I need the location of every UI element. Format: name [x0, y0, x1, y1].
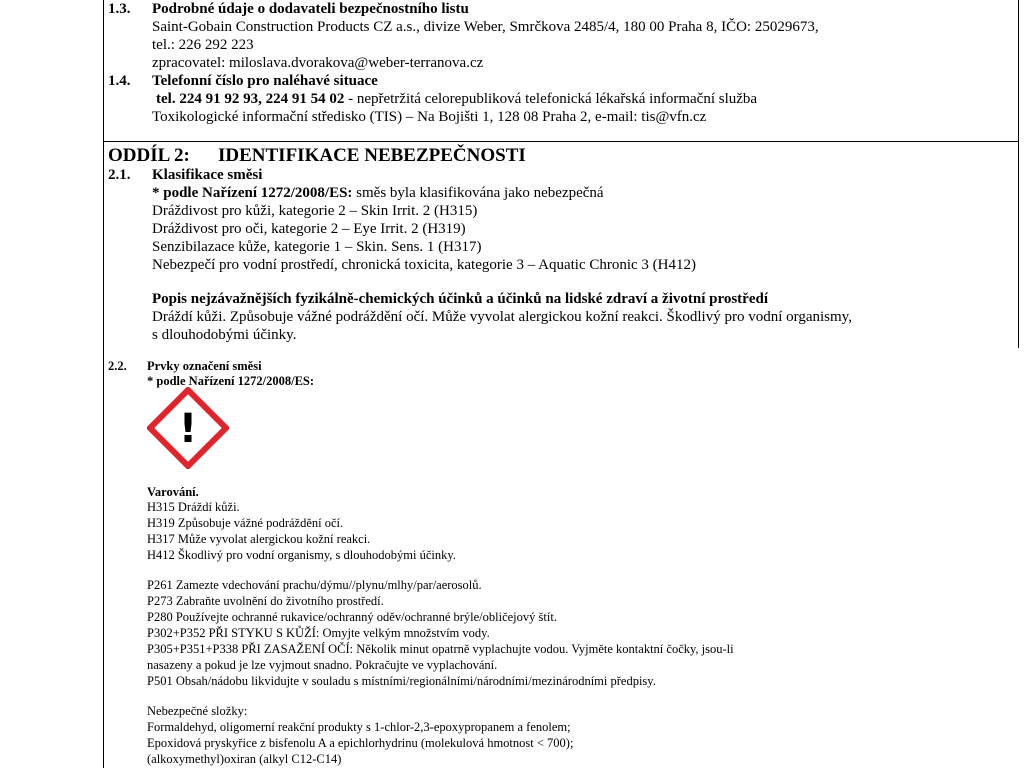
section-title-1-3: Podrobné údaje o dodavateli bezpečnostního listu: [152, 1, 469, 17]
regulation-ref: * podle Nařízení 1272/2008/ES:: [152, 185, 353, 201]
emergency-phones: tel. 224 91 92 93, 224 91 54 02: [156, 91, 345, 107]
classification-regulation: [152, 184, 604, 202]
p-statement: P273 Zabraňte uvolnění do životního prostředí.: [147, 594, 384, 608]
section-number-2-2: 2.2.: [108, 359, 127, 373]
emergency-phones-desc: - nepřetržitá celorepubliková telefonická lékařská informační služba: [344, 91, 758, 107]
p-statement: nasazeny a pokud je lze vyjmout snadno. Pokračujte ve vyplachování.: [147, 658, 498, 672]
section-title-2-2: Prvky označení směsi: [147, 359, 262, 373]
classification-item: Dráždivost pro oči, kategorie 2 – Eye Irrit. 2 (H319): [152, 221, 466, 237]
effects-line: Dráždí kůži. Způsobuje vážné podráždění očí. Může vyvolat alergickou kožní reakci. Škodlivý pro vodní organismy,: [152, 309, 852, 325]
component-item: Epoxidová pryskyřice z bisfenolu A a epichlorhydrinu (molekulová hmotnost < 700);: [147, 736, 574, 750]
section-2-heading-number: ODDÍL 2:: [108, 145, 190, 166]
effects-line: s dlouhodobými účinky.: [152, 327, 297, 343]
ghs-exclamation-pictogram: [147, 387, 229, 469]
p-statement: P280 Používejte ochranné rukavice/ochranný oděv/ochranné brýle/obličejový štít.: [147, 610, 557, 624]
section-title-2-1: Klasifikace směsi: [152, 167, 263, 183]
effects-title: Popis nejzávažnějších fyzikálně-chemických účinků a účinků na lidské zdraví a životní prostředí: [152, 291, 769, 307]
signal-word: Varování.: [147, 485, 199, 499]
labelling-regulation: * podle Nařízení 1272/2008/ES:: [147, 374, 315, 388]
section-number-2-1: 2.1.: [108, 167, 131, 183]
h-statement: H317 Může vyvolat alergickou kožní reakci.: [147, 532, 371, 546]
p-statement: P501 Obsah/nádobu likvidujte v souladu s místními/regionálními/národními/mezinárodními předpisy.: [147, 674, 656, 688]
tis-line: Toxikologické informační středisko (TIS) – Na Bojišti 1, 128 08 Praha 2, e-mail: tis@vfn.cz: [152, 109, 707, 125]
section-title-1-4: Telefonní číslo pro naléhavé situace: [152, 73, 378, 89]
supplier-phone: tel.: 226 292 223: [152, 37, 254, 53]
classification-item: Senzibilazace kůže, kategorie 1 – Skin. Sens. 1 (H317): [152, 239, 482, 255]
h-statement: H319 Způsobuje vážné podráždění očí.: [147, 516, 344, 530]
supplier-line: Saint-Gobain Construction Products CZ a.s., divize Weber, Smrčkova 2485/4, 180 00 Praha 8, IČO: 25029673,: [152, 19, 819, 35]
section-2-heading-title: IDENTIFIKACE NEBEZPEČNOSTI: [218, 145, 526, 166]
p-statement: P302+P352 PŘI STYKU S KŮŽÍ: Omyjte velkým množstvím vody.: [147, 626, 490, 640]
section-number-1-3: 1.3.: [108, 1, 131, 17]
p-statement: P261 Zamezte vdechování prachu/dýmu//plynu/mlhy/par/aerosolů.: [147, 578, 482, 592]
exclamation-icon: !: [178, 406, 198, 452]
emergency-phone-line: [156, 90, 757, 108]
classification-item: Nebezpečí pro vodní prostředí, chronická toxicita, kategorie 3 – Aquatic Chronic 3 (H412): [152, 257, 696, 273]
component-item: Formaldehyd, oligomerní reakční produkty s 1-chlor-2,3-epoxypropanem a fenolem;: [147, 720, 571, 734]
section-number-1-4: 1.4.: [108, 73, 131, 89]
h-statement: H315 Dráždí kůži.: [147, 500, 240, 514]
components-title: Nebezpečné složky:: [147, 704, 248, 718]
component-item: (alkoxymethyl)oxiran (alkyl C12-C14): [147, 752, 342, 766]
classification-item: Dráždivost pro kůži, kategorie 2 – Skin Irrit. 2 (H315): [152, 203, 478, 219]
regulation-result: směs byla klasifikována jako nebezpečná: [352, 185, 604, 201]
p-statement: P305+P351+P338 PŘI ZASAŽENÍ OČÍ: Několik minut opatrně vyplachujte vodou. Vyjměte kontaktní čočky, jsou-li: [147, 642, 734, 656]
h-statement: H412 Škodlivý pro vodní organismy, s dlouhodobými účinky.: [147, 548, 456, 562]
section-divider: [104, 141, 1018, 142]
supplier-contact: zpracovatel: miloslava.dvorakova@weber-terranova.cz: [152, 55, 484, 71]
